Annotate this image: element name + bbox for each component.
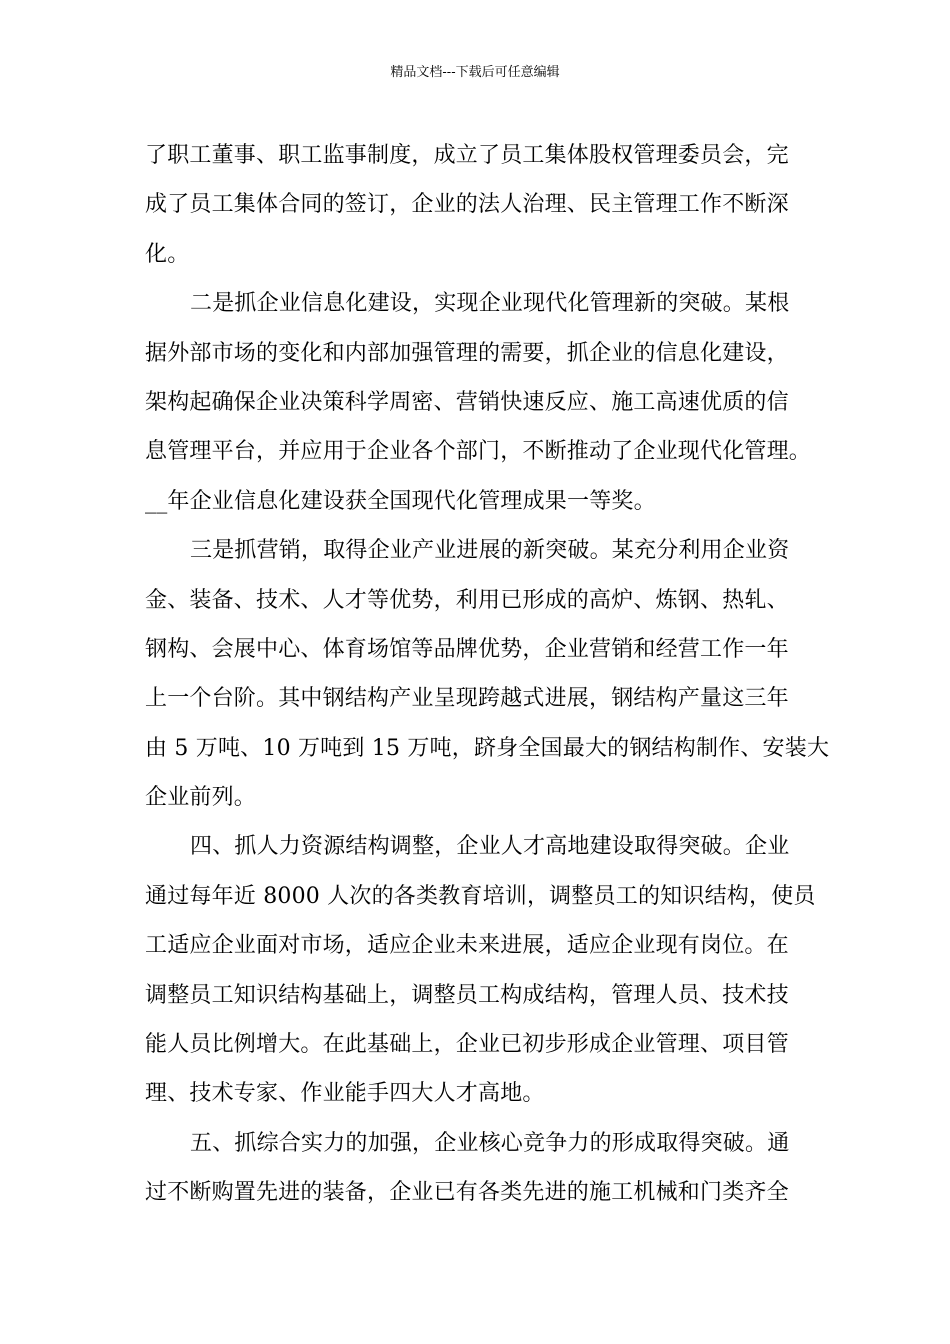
text-line: 五、抓综合实力的加强，企业核心竞争力的形成取得突破。通 — [190, 1130, 790, 1156]
text-line: 息管理平台，并应用于企业各个部门，不断推动了企业现代化管理。 — [145, 439, 812, 465]
text-line: 成了员工集体合同的签订，企业的法人治理、民主管理工作不断深 — [145, 192, 789, 218]
text-line: __年企业信息化建设获全国现代化管理成果一等奖。 — [145, 488, 656, 514]
text-line: 工适应企业面对市场，适应企业未来进展，适应企业现有岗位。在 — [145, 933, 789, 959]
document-body — [145, 131, 830, 1218]
text-line: 上一个台阶。其中钢结构产业呈现跨越式进展，钢结构产量这三年 — [145, 686, 789, 712]
text-line: 化。 — [145, 241, 190, 267]
text-line: 金、装备、技术、人才等优势，利用已形成的高炉、炼钢、热轧、 — [145, 587, 789, 613]
text-line: 三是抓营销，取得企业产业进展的新突破。某充分利用企业资 — [190, 538, 790, 564]
text-line: 理、技术专家、作业能手四大人才高地。 — [145, 1081, 545, 1107]
text-line: 过不断购置先进的装备，企业已有各类先进的施工机械和门类齐全 — [145, 1180, 789, 1206]
text-line: 四、抓人力资源结构调整，企业人才高地建设取得突破。企业 — [190, 834, 790, 860]
text-line: 架构起确保企业决策科学周密、营销快速反应、施工高速优质的信 — [145, 389, 789, 415]
text-line: 二是抓企业信息化建设，实现企业现代化管理新的突破。某根 — [190, 291, 790, 317]
text-line: 据外部市场的变化和内部加强管理的需要，抓企业的信息化建设， — [145, 340, 789, 366]
text-line: 了职工董事、职工监事制度，成立了员工集体股权管理委员会，完 — [145, 143, 789, 168]
text-line: 钢构、会展中心、体育场馆等品牌优势，企业营销和经营工作一年 — [145, 636, 789, 662]
text-line: 由 5 万吨、10 万吨到 15 万吨，跻身全国最大的钢结构制作、安装大 — [145, 735, 830, 761]
text-line: 企业前列。 — [145, 785, 257, 811]
text-line: 通过每年近 8000 人次的各类教育培训，调整员工的知识结构，使员 — [145, 883, 816, 909]
page-header: 精品文档---下载后可任意编辑 — [390, 65, 560, 80]
text-line: 调整员工知识结构基础上，调整员工构成结构，管理人员、技术技 — [145, 982, 789, 1008]
text-line: 能人员比例增大。在此基础上，企业已初步形成企业管理、项目管 — [145, 1032, 789, 1058]
